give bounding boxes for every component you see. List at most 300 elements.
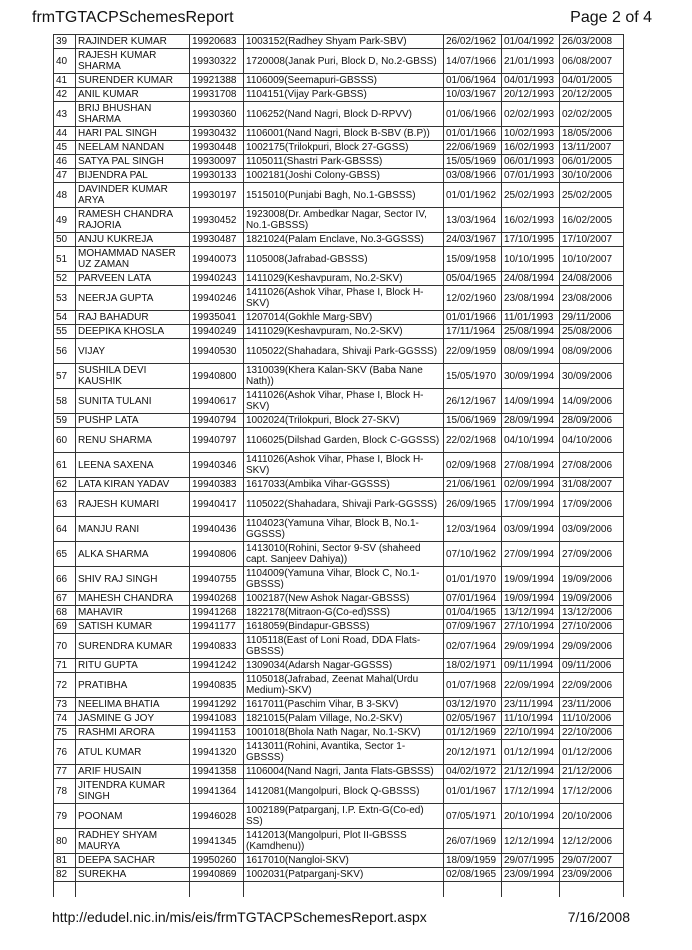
date-of-birth-cell: 26/09/1965 (444, 492, 502, 517)
employee-id-cell: 19940246 (190, 286, 244, 311)
date-of-birth-cell: 02/08/1965 (444, 868, 502, 882)
school-cell: 1002189(Patparganj, I.P. Extn-G(Co-ed) SS) (244, 804, 444, 829)
date-of-birth-cell: 07/05/1971 (444, 804, 502, 829)
school-cell: 1310039(Khera Kalan-SKV (Baba Nane Nath)) (244, 364, 444, 389)
footer-date: 7/16/2008 (567, 909, 630, 925)
table-row (54, 49, 624, 74)
date-of-birth-cell: 15/09/1958 (444, 247, 502, 272)
employee-name-cell: RAJ BAHADUR (76, 311, 190, 325)
acp-date-cell: 23/11/2006 (560, 698, 624, 712)
row-number-cell: 51 (54, 247, 76, 272)
employee-name-cell: HARI PAL SINGH (76, 127, 190, 141)
school-cell: 1413010(Rohini, Sector 9-SV (shaheed capt. Sanjeev Dahiya)) (244, 542, 444, 567)
page-footer (0, 909, 692, 949)
table-row (54, 35, 624, 49)
report-title: frmTGTACPSchemesReport (32, 9, 234, 26)
acp-date-cell: 13/12/2006 (560, 606, 624, 620)
acp-date-cell: 23/09/2006 (560, 868, 624, 882)
row-number-cell: 39 (54, 35, 76, 49)
date-of-joining-cell: 29/09/1994 (502, 634, 560, 659)
date-of-birth-cell: 26/02/1962 (444, 35, 502, 49)
school-cell: 1821024(Palam Enclave, No.3-GGSSS) (244, 233, 444, 247)
row-number-cell: 48 (54, 183, 76, 208)
employee-name-cell: NEERJA GUPTA (76, 286, 190, 311)
table-row (54, 339, 624, 364)
table-row (54, 567, 624, 592)
date-of-birth-cell: 02/05/1967 (444, 712, 502, 726)
employee-name-cell: RENU SHARMA (76, 428, 190, 453)
date-of-joining-cell: 11/01/1993 (502, 311, 560, 325)
date-of-joining-cell: 21/01/1993 (502, 49, 560, 74)
row-number-cell: 62 (54, 478, 76, 492)
date-of-birth-cell: 01/12/1969 (444, 726, 502, 740)
date-of-joining-cell: 27/08/1994 (502, 453, 560, 478)
date-of-birth-cell: 18/02/1971 (444, 659, 502, 673)
date-of-birth-cell: 07/09/1967 (444, 620, 502, 634)
table-row (54, 272, 624, 286)
date-of-birth-cell: 02/09/1968 (444, 453, 502, 478)
employee-name-cell: POONAM (76, 804, 190, 829)
employee-name-cell: PUSHP LATA (76, 414, 190, 428)
date-of-joining-cell: 20/10/1994 (502, 804, 560, 829)
school-cell: 1720008(Janak Puri, Block D, No.2-GBSS) (244, 49, 444, 74)
school-cell: 1003152(Radhey Shyam Park-SBV) (244, 35, 444, 49)
table-row (54, 517, 624, 542)
employee-name-cell: SATISH KUMAR (76, 620, 190, 634)
date-of-joining-cell: 10/10/1995 (502, 247, 560, 272)
employee-id-cell: 19935041 (190, 311, 244, 325)
employee-name-cell: DEEPIKA KHOSLA (76, 325, 190, 339)
table-row (54, 698, 624, 712)
table-row (54, 606, 624, 620)
table-row (54, 829, 624, 854)
employee-name-cell: RITU GUPTA (76, 659, 190, 673)
table-row (54, 102, 624, 127)
date-of-birth-cell: 26/07/1969 (444, 829, 502, 854)
table-row (54, 155, 624, 169)
date-of-birth-cell: 15/05/1969 (444, 155, 502, 169)
row-number-cell: 44 (54, 127, 76, 141)
date-of-birth-cell: 01/01/1966 (444, 127, 502, 141)
acp-date-cell: 20/12/2005 (560, 88, 624, 102)
acp-date-cell: 08/09/2006 (560, 339, 624, 364)
date-of-joining-cell: 17/10/1995 (502, 233, 560, 247)
date-of-birth-cell: 18/09/1959 (444, 854, 502, 868)
acp-date-cell: 29/11/2006 (560, 311, 624, 325)
acp-date-cell: 03/09/2006 (560, 517, 624, 542)
employee-id-cell: 19946028 (190, 804, 244, 829)
row-number-cell: 54 (54, 311, 76, 325)
row-number-cell: 49 (54, 208, 76, 233)
date-of-joining-cell: 25/08/1994 (502, 325, 560, 339)
empty-cell (560, 882, 624, 898)
row-number-cell: 52 (54, 272, 76, 286)
acp-date-cell: 30/10/2006 (560, 169, 624, 183)
employee-name-cell: PRATIBHA (76, 673, 190, 698)
date-of-joining-cell: 04/10/1994 (502, 428, 560, 453)
employee-id-cell: 19940073 (190, 247, 244, 272)
date-of-joining-cell: 22/10/1994 (502, 726, 560, 740)
school-cell: 1617011(Paschim Vihar, B 3-SKV) (244, 698, 444, 712)
employee-name-cell: JITENDRA KUMAR SINGH (76, 779, 190, 804)
table-row (54, 542, 624, 567)
table-row (54, 183, 624, 208)
acp-date-cell: 02/02/2005 (560, 102, 624, 127)
row-number-cell: 67 (54, 592, 76, 606)
acp-date-cell: 21/12/2006 (560, 765, 624, 779)
date-of-joining-cell: 07/01/1993 (502, 169, 560, 183)
employee-name-cell: DAVINDER KUMAR ARYA (76, 183, 190, 208)
employee-id-cell: 19941292 (190, 698, 244, 712)
date-of-joining-cell: 23/11/1994 (502, 698, 560, 712)
table-row (54, 854, 624, 868)
school-cell: 1002181(Joshi Colony-GBSS) (244, 169, 444, 183)
table-row (54, 868, 624, 882)
report-table-body (54, 35, 624, 898)
school-cell: 1411026(Ashok Vihar, Phase I, Block H-SKV) (244, 286, 444, 311)
date-of-joining-cell: 17/09/1994 (502, 492, 560, 517)
acp-date-cell: 27/08/2006 (560, 453, 624, 478)
row-number-cell: 81 (54, 854, 76, 868)
employee-id-cell: 19940243 (190, 272, 244, 286)
employee-id-cell: 19941268 (190, 606, 244, 620)
row-number-cell: 50 (54, 233, 76, 247)
empty-cell (502, 882, 560, 898)
acp-date-cell: 22/10/2006 (560, 726, 624, 740)
date-of-joining-cell: 04/01/1993 (502, 74, 560, 88)
date-of-joining-cell: 21/12/1994 (502, 765, 560, 779)
table-row (54, 364, 624, 389)
school-cell: 1104151(Vijay Park-GBSS) (244, 88, 444, 102)
acp-date-cell: 17/12/2006 (560, 779, 624, 804)
date-of-birth-cell: 20/12/1971 (444, 740, 502, 765)
employee-name-cell: RAJINDER KUMAR (76, 35, 190, 49)
school-cell: 1413011(Rohini, Avantika, Sector 1-GBSSS) (244, 740, 444, 765)
date-of-joining-cell: 27/10/1994 (502, 620, 560, 634)
school-cell: 1105008(Jafrabad-GBSSS) (244, 247, 444, 272)
school-cell: 1411026(Ashok Vihar, Phase I, Block H-SKV) (244, 389, 444, 414)
date-of-joining-cell: 19/09/1994 (502, 592, 560, 606)
date-of-joining-cell: 19/09/1994 (502, 567, 560, 592)
row-number-cell: 42 (54, 88, 76, 102)
date-of-joining-cell: 25/02/1993 (502, 183, 560, 208)
employee-name-cell: ALKA SHARMA (76, 542, 190, 567)
employee-id-cell: 19940346 (190, 453, 244, 478)
acp-date-cell: 24/08/2006 (560, 272, 624, 286)
table-row (54, 592, 624, 606)
employee-name-cell: SUSHILA DEVI KAUSHIK (76, 364, 190, 389)
date-of-birth-cell: 01/01/1970 (444, 567, 502, 592)
row-number-cell: 70 (54, 634, 76, 659)
date-of-joining-cell: 27/09/1994 (502, 542, 560, 567)
school-cell: 1106252(Nand Nagri, Block D-RPVV) (244, 102, 444, 127)
date-of-birth-cell: 14/07/1966 (444, 49, 502, 74)
acp-date-cell: 19/09/2006 (560, 567, 624, 592)
table-row (54, 712, 624, 726)
date-of-joining-cell: 08/09/1994 (502, 339, 560, 364)
school-cell: 1001018(Bhola Nath Nagar, No.1-SKV) (244, 726, 444, 740)
date-of-joining-cell: 02/02/1993 (502, 102, 560, 127)
row-number-cell: 77 (54, 765, 76, 779)
acp-date-cell: 09/11/2006 (560, 659, 624, 673)
employee-name-cell: ANJU KUKREJA (76, 233, 190, 247)
date-of-birth-cell: 22/06/1969 (444, 141, 502, 155)
date-of-joining-cell: 30/09/1994 (502, 364, 560, 389)
row-number-cell: 66 (54, 567, 76, 592)
date-of-joining-cell: 23/08/1994 (502, 286, 560, 311)
table-row (54, 453, 624, 478)
empty-cell (54, 882, 76, 898)
date-of-joining-cell: 09/11/1994 (502, 659, 560, 673)
row-number-cell: 47 (54, 169, 76, 183)
employee-name-cell: RAJESH KUMARI (76, 492, 190, 517)
school-cell: 1105118(East of Loni Road, DDA Flats-GBSSS) (244, 634, 444, 659)
date-of-birth-cell: 07/10/1962 (444, 542, 502, 567)
date-of-joining-cell: 01/12/1994 (502, 740, 560, 765)
school-cell: 1412013(Mangolpuri, Plot II-GBSSS (Kamdhenu)) (244, 829, 444, 854)
date-of-birth-cell: 21/06/1961 (444, 478, 502, 492)
school-cell: 1207014(Gokhle Marg-SBV) (244, 311, 444, 325)
date-of-birth-cell: 04/02/1972 (444, 765, 502, 779)
table-row (54, 492, 624, 517)
employee-id-cell: 19941242 (190, 659, 244, 673)
date-of-joining-cell: 20/12/1993 (502, 88, 560, 102)
school-cell: 1822178(Mitraon-G(Co-ed)SSS) (244, 606, 444, 620)
employee-name-cell: BRIJ BHUSHAN SHARMA (76, 102, 190, 127)
employee-id-cell: 19940833 (190, 634, 244, 659)
school-cell: 1515010(Punjabi Bagh, No.1-GBSSS) (244, 183, 444, 208)
table-row (54, 428, 624, 453)
school-cell: 1923008(Dr. Ambedkar Nagar, Sector IV, No.1-GBSSS) (244, 208, 444, 233)
table-row (54, 804, 624, 829)
employee-id-cell: 19940794 (190, 414, 244, 428)
date-of-joining-cell: 23/09/1994 (502, 868, 560, 882)
empty-row (54, 882, 624, 898)
school-cell: 1002187(New Ashok Nagar-GBSSS) (244, 592, 444, 606)
acp-date-cell: 28/09/2006 (560, 414, 624, 428)
row-number-cell: 69 (54, 620, 76, 634)
row-number-cell: 80 (54, 829, 76, 854)
employee-id-cell: 19930432 (190, 127, 244, 141)
date-of-birth-cell: 10/03/1967 (444, 88, 502, 102)
employee-name-cell: MANJU RANI (76, 517, 190, 542)
report-table (53, 34, 624, 897)
employee-id-cell: 19940806 (190, 542, 244, 567)
row-number-cell: 61 (54, 453, 76, 478)
acp-date-cell: 11/10/2006 (560, 712, 624, 726)
date-of-birth-cell: 22/02/1968 (444, 428, 502, 453)
employee-id-cell: 19941320 (190, 740, 244, 765)
row-number-cell: 78 (54, 779, 76, 804)
school-cell: 1618059(Bindapur-GBSSS) (244, 620, 444, 634)
date-of-birth-cell: 15/05/1970 (444, 364, 502, 389)
acp-date-cell: 18/05/2006 (560, 127, 624, 141)
date-of-joining-cell: 28/09/1994 (502, 414, 560, 428)
table-row (54, 169, 624, 183)
date-of-joining-cell: 01/04/1992 (502, 35, 560, 49)
table-row (54, 311, 624, 325)
employee-name-cell: MAHESH CHANDRA (76, 592, 190, 606)
table-row (54, 779, 624, 804)
employee-name-cell: PARVEEN LATA (76, 272, 190, 286)
school-cell: 1106025(Dilshad Garden, Block C-GGSSS) (244, 428, 444, 453)
date-of-birth-cell: 01/01/1967 (444, 779, 502, 804)
employee-id-cell: 19940436 (190, 517, 244, 542)
employee-name-cell: RADHEY SHYAM MAURYA (76, 829, 190, 854)
employee-id-cell: 19941364 (190, 779, 244, 804)
acp-date-cell: 23/08/2006 (560, 286, 624, 311)
table-row (54, 634, 624, 659)
acp-date-cell: 06/08/2007 (560, 49, 624, 74)
school-cell: 1002175(Trilokpuri, Block 27-GGSS) (244, 141, 444, 155)
row-number-cell: 45 (54, 141, 76, 155)
table-row (54, 726, 624, 740)
school-cell: 1411026(Ashok Vihar, Phase I, Block H-SKV) (244, 453, 444, 478)
date-of-birth-cell: 17/11/1964 (444, 325, 502, 339)
employee-id-cell: 19941153 (190, 726, 244, 740)
acp-date-cell: 25/02/2005 (560, 183, 624, 208)
employee-name-cell: JASMINE G JOY (76, 712, 190, 726)
date-of-joining-cell: 16/02/1993 (502, 208, 560, 233)
date-of-birth-cell: 01/06/1966 (444, 102, 502, 127)
school-cell: 1106004(Nand Nagri, Janta Flats-GBSSS) (244, 765, 444, 779)
acp-date-cell: 10/10/2007 (560, 247, 624, 272)
table-row (54, 389, 624, 414)
date-of-joining-cell: 13/12/1994 (502, 606, 560, 620)
acp-date-cell: 31/08/2007 (560, 478, 624, 492)
school-cell: 1309034(Adarsh Nagar-GGSSS) (244, 659, 444, 673)
date-of-joining-cell: 24/08/1994 (502, 272, 560, 286)
row-number-cell: 71 (54, 659, 76, 673)
date-of-birth-cell: 02/07/1964 (444, 634, 502, 659)
table-row (54, 208, 624, 233)
row-number-cell: 58 (54, 389, 76, 414)
acp-date-cell: 29/09/2006 (560, 634, 624, 659)
date-of-birth-cell: 05/04/1965 (444, 272, 502, 286)
school-cell: 1411029(Keshavpuram, No.2-SKV) (244, 325, 444, 339)
employee-name-cell: NEELIMA BHATIA (76, 698, 190, 712)
row-number-cell: 73 (54, 698, 76, 712)
acp-date-cell: 12/12/2006 (560, 829, 624, 854)
employee-id-cell: 19940383 (190, 478, 244, 492)
school-cell: 1106009(Seemapuri-GBSSS) (244, 74, 444, 88)
row-number-cell: 74 (54, 712, 76, 726)
employee-name-cell: SURENDER KUMAR (76, 74, 190, 88)
acp-date-cell: 17/09/2006 (560, 492, 624, 517)
acp-date-cell: 04/01/2005 (560, 74, 624, 88)
date-of-birth-cell: 15/06/1969 (444, 414, 502, 428)
row-number-cell: 63 (54, 492, 76, 517)
acp-date-cell: 01/12/2006 (560, 740, 624, 765)
date-of-birth-cell: 13/03/1964 (444, 208, 502, 233)
acp-date-cell: 29/07/2007 (560, 854, 624, 868)
date-of-joining-cell: 22/09/1994 (502, 673, 560, 698)
employee-id-cell: 19950260 (190, 854, 244, 868)
school-cell: 1412081(Mangolpuri, Block Q-GBSSS) (244, 779, 444, 804)
employee-name-cell: RAJESH KUMAR SHARMA (76, 49, 190, 74)
row-number-cell: 57 (54, 364, 76, 389)
school-cell: 1104009(Yamuna Vihar, Block C, No.1-GBSSS) (244, 567, 444, 592)
acp-date-cell: 13/11/2007 (560, 141, 624, 155)
date-of-joining-cell: 06/01/1993 (502, 155, 560, 169)
employee-name-cell: DEEPA SACHAR (76, 854, 190, 868)
school-cell: 1821015(Palam Village, No.2-SKV) (244, 712, 444, 726)
row-number-cell: 40 (54, 49, 76, 74)
school-cell: 1617010(Nangloi-SKV) (244, 854, 444, 868)
row-number-cell: 76 (54, 740, 76, 765)
table-row (54, 765, 624, 779)
employee-name-cell: SHIV RAJ SINGH (76, 567, 190, 592)
row-number-cell: 64 (54, 517, 76, 542)
date-of-joining-cell: 16/02/1993 (502, 141, 560, 155)
date-of-birth-cell: 03/08/1966 (444, 169, 502, 183)
row-number-cell: 53 (54, 286, 76, 311)
employee-id-cell: 19930133 (190, 169, 244, 183)
employee-id-cell: 19930322 (190, 49, 244, 74)
school-cell: 1002031(Patparganj-SKV) (244, 868, 444, 882)
acp-date-cell: 04/10/2006 (560, 428, 624, 453)
employee-name-cell: ANIL KUMAR (76, 88, 190, 102)
school-cell: 1105011(Shastri Park-GBSSS) (244, 155, 444, 169)
table-row (54, 74, 624, 88)
employee-id-cell: 19940835 (190, 673, 244, 698)
acp-date-cell: 16/02/2005 (560, 208, 624, 233)
date-of-birth-cell: 01/01/1962 (444, 183, 502, 208)
table-row (54, 478, 624, 492)
school-cell: 1002024(Trilokpuri, Block 27-SKV) (244, 414, 444, 428)
date-of-birth-cell: 24/03/1967 (444, 233, 502, 247)
acp-date-cell: 17/10/2007 (560, 233, 624, 247)
date-of-birth-cell: 01/01/1966 (444, 311, 502, 325)
acp-date-cell: 06/01/2005 (560, 155, 624, 169)
date-of-birth-cell: 12/02/1960 (444, 286, 502, 311)
employee-name-cell: SUREKHA (76, 868, 190, 882)
employee-id-cell: 19930197 (190, 183, 244, 208)
table-row (54, 286, 624, 311)
school-cell: 1106001(Nand Nagri, Block B-SBV (B.P)) (244, 127, 444, 141)
date-of-joining-cell: 12/12/1994 (502, 829, 560, 854)
row-number-cell: 65 (54, 542, 76, 567)
date-of-birth-cell: 22/09/1959 (444, 339, 502, 364)
row-number-cell: 72 (54, 673, 76, 698)
employee-id-cell: 19941177 (190, 620, 244, 634)
acp-date-cell: 25/08/2006 (560, 325, 624, 339)
date-of-joining-cell: 29/07/1995 (502, 854, 560, 868)
page-header (0, 0, 692, 34)
employee-id-cell: 19940268 (190, 592, 244, 606)
employee-name-cell: SURENDRA KUMAR (76, 634, 190, 659)
school-cell: 1104023(Yamuna Vihar, Block B, No.1-GGSSS) (244, 517, 444, 542)
employee-id-cell: 19940617 (190, 389, 244, 414)
table-row (54, 247, 624, 272)
date-of-birth-cell: 12/03/1964 (444, 517, 502, 542)
row-number-cell: 60 (54, 428, 76, 453)
empty-cell (76, 882, 190, 898)
employee-name-cell: SATYA PAL SINGH (76, 155, 190, 169)
date-of-joining-cell: 03/09/1994 (502, 517, 560, 542)
employee-id-cell: 19940249 (190, 325, 244, 339)
date-of-joining-cell: 14/09/1994 (502, 389, 560, 414)
acp-date-cell: 14/09/2006 (560, 389, 624, 414)
employee-id-cell: 19940755 (190, 567, 244, 592)
date-of-joining-cell: 17/12/1994 (502, 779, 560, 804)
table-row (54, 740, 624, 765)
date-of-birth-cell: 01/07/1968 (444, 673, 502, 698)
employee-id-cell: 19930452 (190, 208, 244, 233)
table-row (54, 414, 624, 428)
school-cell: 1105022(Shahadara, Shivaji Park-GGSSS) (244, 339, 444, 364)
employee-id-cell: 19941345 (190, 829, 244, 854)
